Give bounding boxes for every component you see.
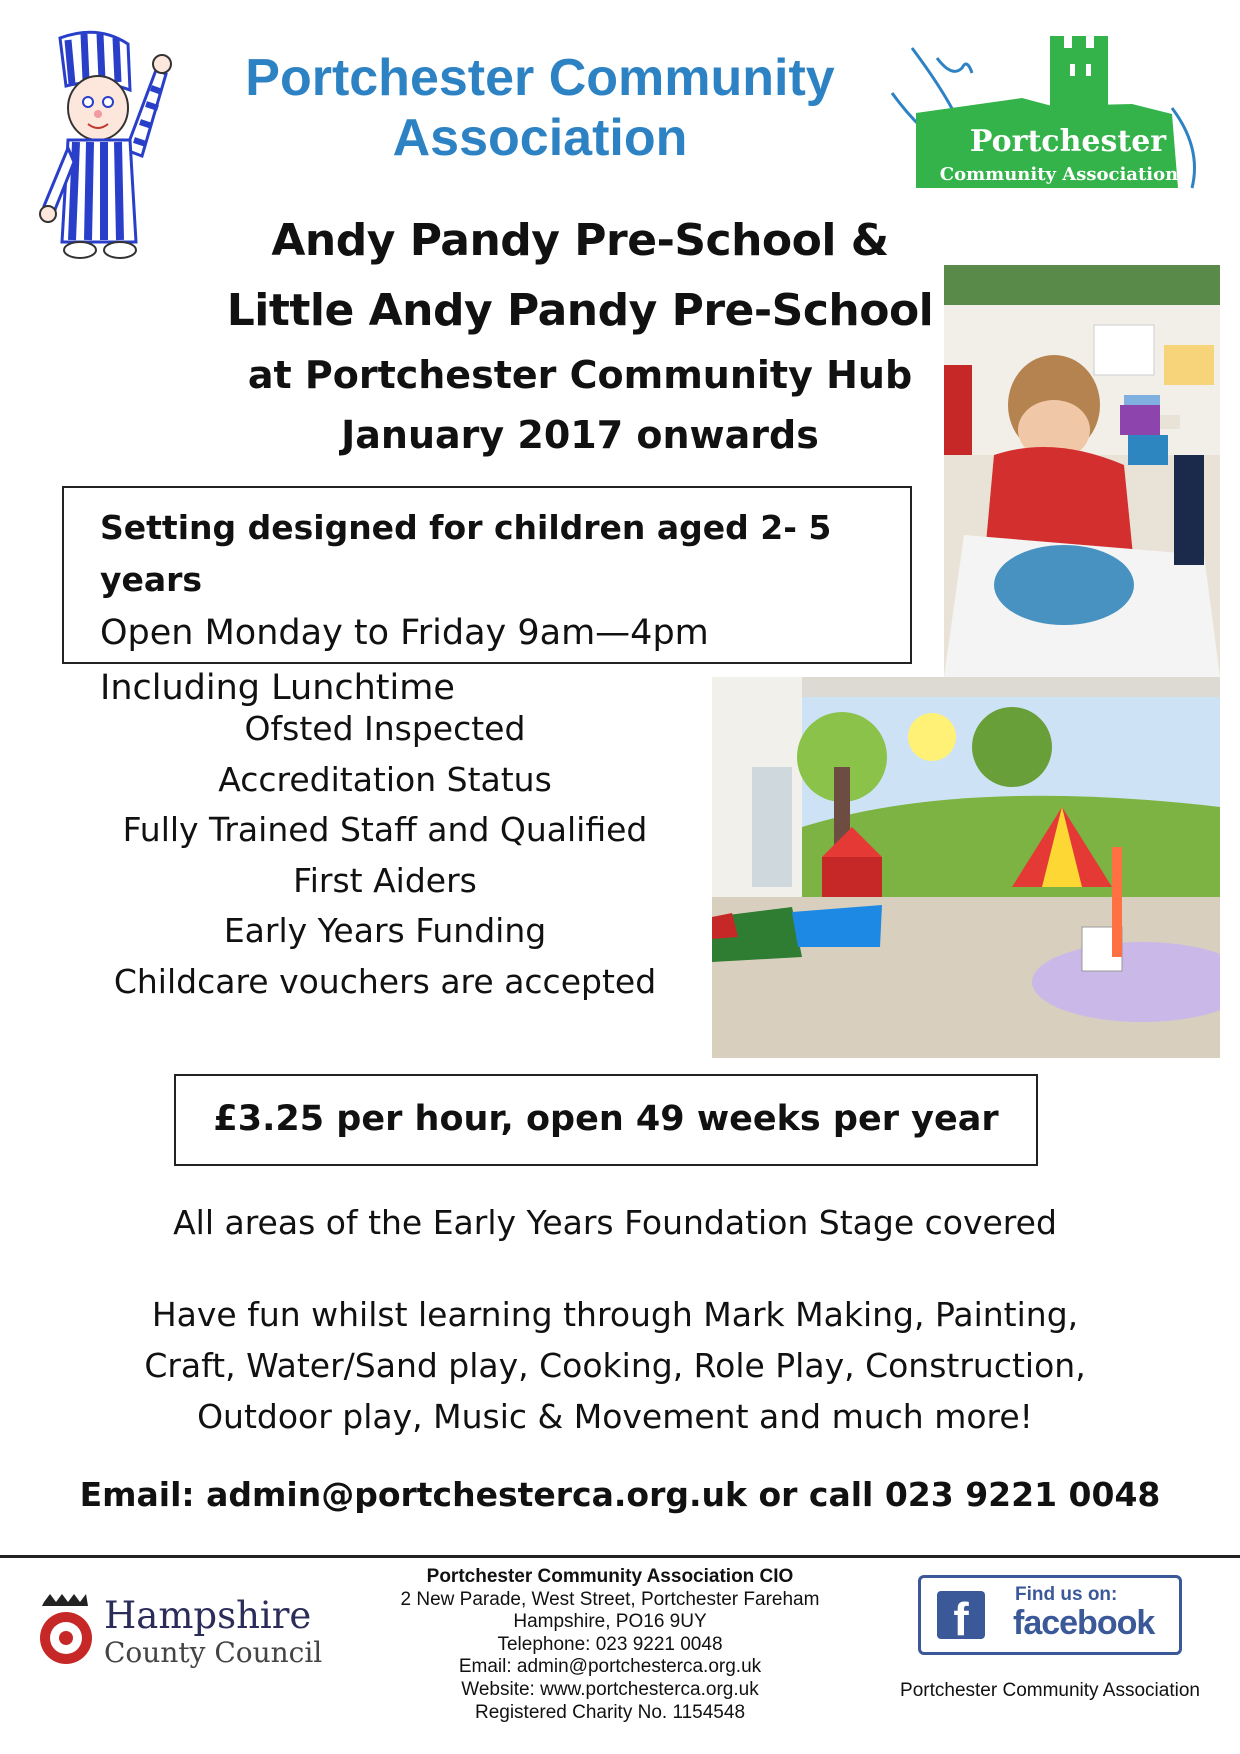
facebook-badge[interactable] xyxy=(918,1575,1182,1655)
address-charity: Registered Charity No. 1154548 xyxy=(474,1701,746,1723)
council-name: Hampshire xyxy=(104,1594,312,1637)
activities-line: Outdoor play, Music & Movement and much more! xyxy=(197,1397,1033,1436)
org-title-line1: Portchester Community xyxy=(245,49,835,107)
school-start-date: January 2017 onwards xyxy=(341,413,819,457)
address-phone: Telephone: 023 9221 0048 xyxy=(497,1633,723,1655)
council-sub: County Council xyxy=(104,1636,323,1669)
hampshire-crest-icon xyxy=(36,1592,96,1672)
school-title-line1: Andy Pandy Pre-School & xyxy=(271,215,889,266)
logo-line2: Community Association xyxy=(939,164,1179,185)
photo-child-painting xyxy=(944,265,1220,677)
facebook-wordmark: facebook xyxy=(1013,1604,1155,1642)
photo-preschool-room xyxy=(712,677,1220,1058)
activities-text xyxy=(60,1289,1170,1442)
andy-pandy-illustration xyxy=(38,30,198,285)
school-location: at Portchester Community Hub xyxy=(247,353,913,397)
org-title-line2: Association xyxy=(392,109,688,167)
feature-item: Ofsted Inspected xyxy=(244,709,526,748)
price-box: £3.25 per hour, open 49 weeks per year xyxy=(174,1074,1038,1166)
features-list xyxy=(70,704,700,1007)
feature-item: First Aiders xyxy=(293,860,477,900)
age-range-text: Setting designed for children aged 2- 5 years xyxy=(100,508,832,599)
facebook-icon: f xyxy=(937,1591,985,1639)
activities-line: Craft, Water/Sand play, Cooking, Role Play, Construction, xyxy=(144,1346,1086,1385)
feature-item: Accreditation Status xyxy=(218,759,552,799)
address-county: Hampshire, PO16 9UY xyxy=(513,1611,707,1633)
contact-line: Email: admin@portchesterca.org.uk or call 023 9221 0048 xyxy=(79,1475,1161,1514)
feature-item: Childcare vouchers are accepted xyxy=(113,961,657,1001)
address-website: Website: www.portchesterca.org.uk xyxy=(461,1678,759,1700)
opening-hours-text: Open Monday to Friday 9am—4pm xyxy=(100,613,709,653)
address-org: Portchester Community Association CIO xyxy=(426,1566,794,1587)
eyfs-statement: All areas of the Early Years Foundation Stage covered xyxy=(173,1203,1057,1242)
address-street: 2 New Parade, West Street, Portchester Fareham xyxy=(400,1588,820,1610)
org-title xyxy=(190,48,890,168)
info-box xyxy=(62,486,912,708)
facebook-caption: Portchester Community Association xyxy=(900,1680,1200,1701)
pca-logo xyxy=(872,28,1207,193)
logo-line1: Portchester xyxy=(969,124,1167,159)
lunchtime-text: Including Lunchtime xyxy=(100,668,455,708)
school-title xyxy=(210,206,950,346)
address-email: Email: admin@portchesterca.org.uk xyxy=(458,1656,762,1678)
school-title-line2: Little Andy Pandy Pre-School xyxy=(226,285,934,336)
school-subtitle xyxy=(210,345,950,465)
footer-divider xyxy=(0,1555,1240,1558)
activities-line: Have fun whilst learning through Mark Making, Painting, xyxy=(151,1295,1079,1334)
facebook-find-label: Find us on: xyxy=(1015,1584,1118,1605)
feature-item: Early Years Funding xyxy=(223,911,547,950)
feature-item: Fully Trained Staff and Qualified xyxy=(122,810,648,849)
footer-address xyxy=(360,1566,860,1724)
